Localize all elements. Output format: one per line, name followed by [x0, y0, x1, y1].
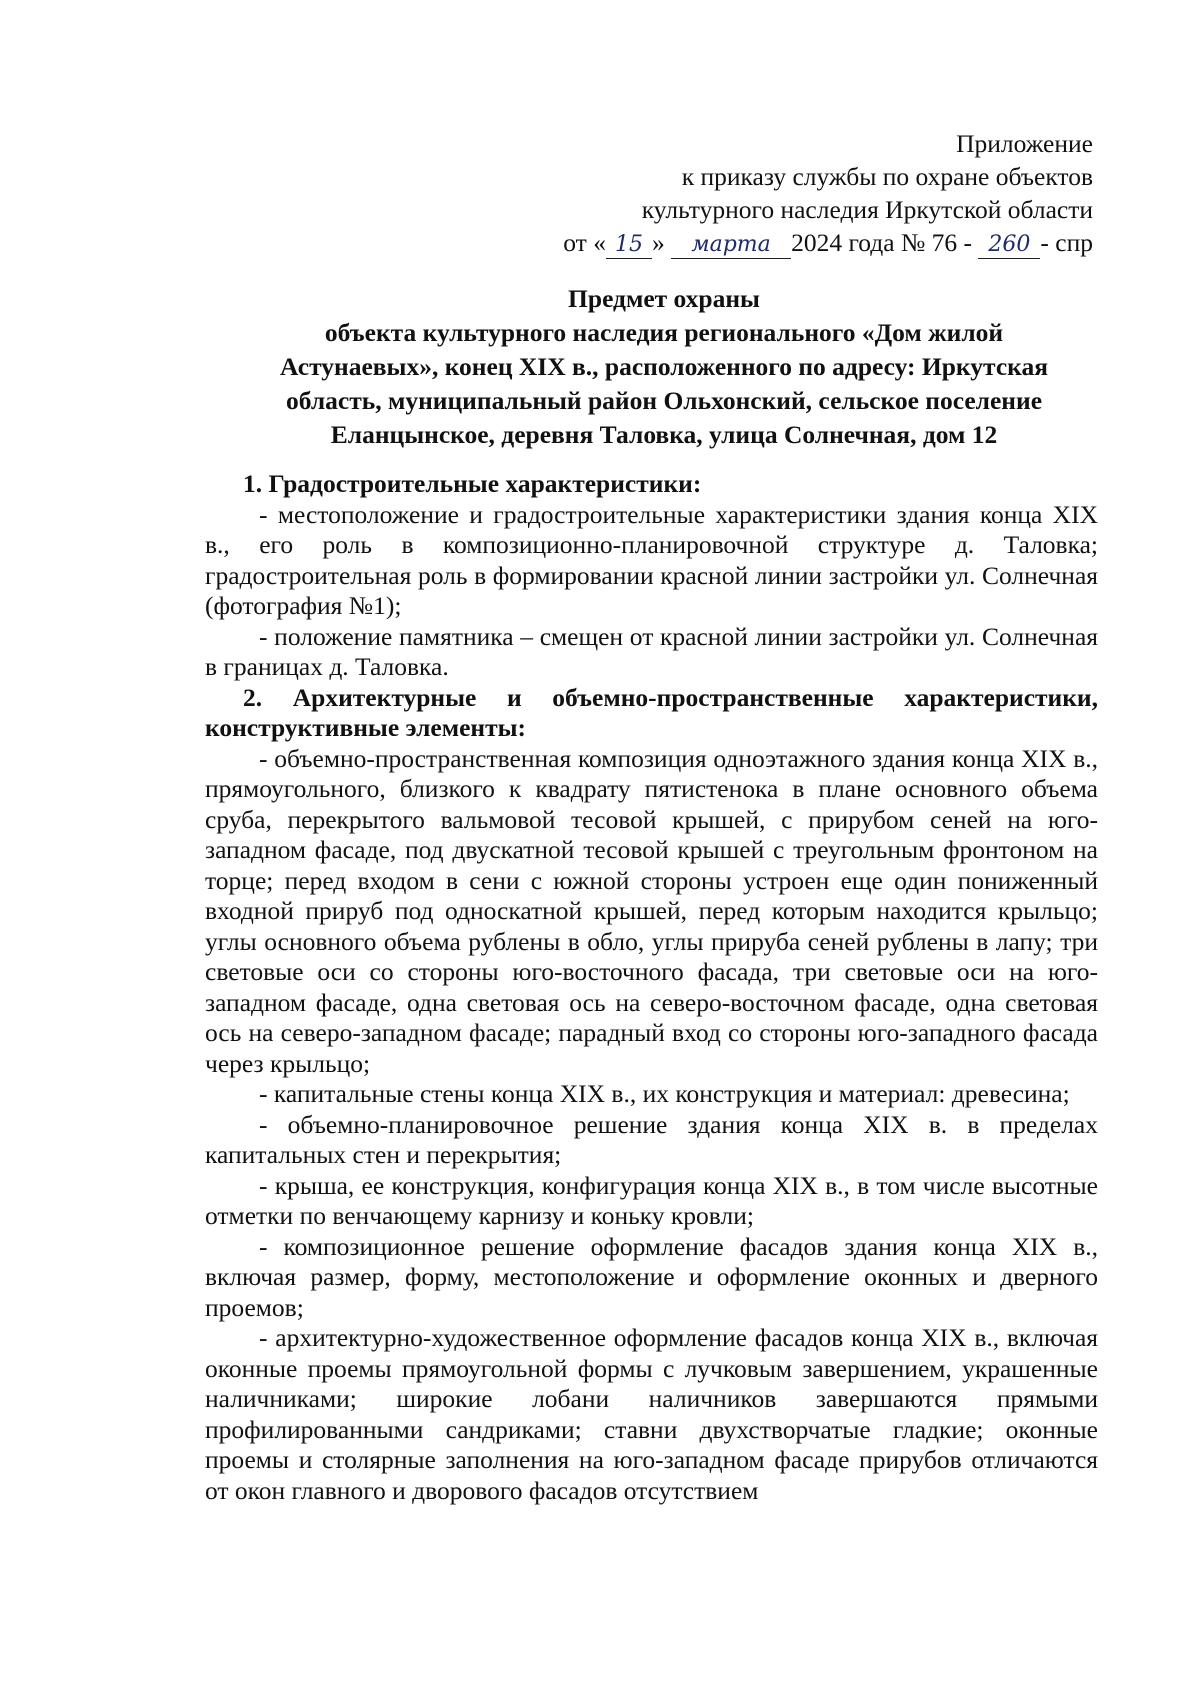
date-suffix: 2024 года № 76 - — [791, 228, 973, 257]
section-2-item: - архитектурно-художественное оформление фасадов конца XIX в., включая оконные проемы прямоугольной формы с лучковым завершением, украшенные наличниками; широкие лобани наличников завершаются прямыми профилированными сандриками; ставни двухстворчатые гладкие; оконные проемы и столярные заполнения на юго-западном фасаде прирубов отличаются от окон главного и дворового фасадов отсутствием — [205, 1323, 1098, 1505]
document-body — [205, 469, 1098, 1506]
number-suffix: - спр — [1040, 228, 1093, 257]
title-line-1: Предмет охраны — [568, 284, 760, 313]
header-line-appendix: Приложение — [956, 129, 1093, 158]
section-2-item: - объемно-пространственная композиция одноэтажного здания конца XIX в., прямоугольного, близкого к квадрату пятистенока в плане основного объема сруба, перекрытого вальмовой тесовой крышей, с прирубом сеней на юго-западном фасаде, под двускатной тесовой крышей с треугольным фронтоном на торце; перед входом в сени с южной стороны устроен еще один пониженный входной прируб под односкатной крышей, перед которым находится крыльцо; углы основного объема рублены в обло, углы прируба сеней рублены в лапу; три световые оси со стороны юго-восточного фасада, три световые оси на юго-западном фасаде, одна световая ось на северо-восточном фасаде, одна световая ось на северо-западном фасаде; парадный вход со стороны юго-западного фасада через крыльцо; — [205, 743, 1098, 1078]
header-line-order: к приказу службы по охране объектов — [681, 162, 1093, 191]
document-title — [235, 282, 1093, 452]
date-prefix: от « — [563, 228, 606, 257]
section-1-item: - положение памятника – смещен от красной линии застройки ул. Солнечная в границах д. Таловка. — [205, 621, 1098, 681]
title-line-4: область, муниципальный район Ольхонский, сельское поселение — [285, 386, 1043, 415]
section-2-heading: 2. Архитектурные и объемно-пространственные характеристики, конструктивные элементы: — [205, 682, 1098, 742]
handwritten-number: 260 — [978, 232, 1040, 259]
section-1-item: - местоположение и градостроительные характеристики здания конца XIX в., его роль в композиционно-планировочной структуре д. Таловка; градостроительная роль в формировании красной линии застройки ул. Солнечная (фотография №1); — [205, 499, 1098, 620]
date-mid: » — [651, 228, 665, 257]
title-line-5: Еланцынское, деревня Таловка, улица Солнечная, дом 12 — [330, 420, 998, 449]
section-2-item: - крыша, ее конструкция, конфигурация конца XIX в., в том числе высотные отметки по венчающему карнизу и коньку кровли; — [205, 1170, 1098, 1230]
section-2-item: - объемно-планировочное решение здания конца XIX в. в пределах капитальных стен и перекрытия; — [205, 1109, 1098, 1169]
section-2-item: - композиционное решение оформление фасадов здания конца XIX в., включая размер, форму, местоположение и оформление оконных и дверного проемов; — [205, 1231, 1098, 1322]
handwritten-day: 15 — [606, 232, 652, 259]
section-2-item: - капитальные стены конца XIX в., их конструкция и материал: древесина; — [259, 1079, 1070, 1108]
appendix-header — [563, 127, 1093, 259]
section-1-heading: 1. Градостроительные характеристики: — [243, 469, 702, 498]
header-date-line — [563, 226, 1093, 259]
header-line-agency: культурного наследия Иркутской области — [641, 195, 1093, 224]
handwritten-month: марта — [671, 232, 791, 259]
title-line-3: Астунаевых», конец XIX в., расположенного по адресу: Иркутская — [279, 352, 1049, 381]
title-line-2: объекта культурного наследия регионального «Дом жилой — [324, 318, 1004, 347]
